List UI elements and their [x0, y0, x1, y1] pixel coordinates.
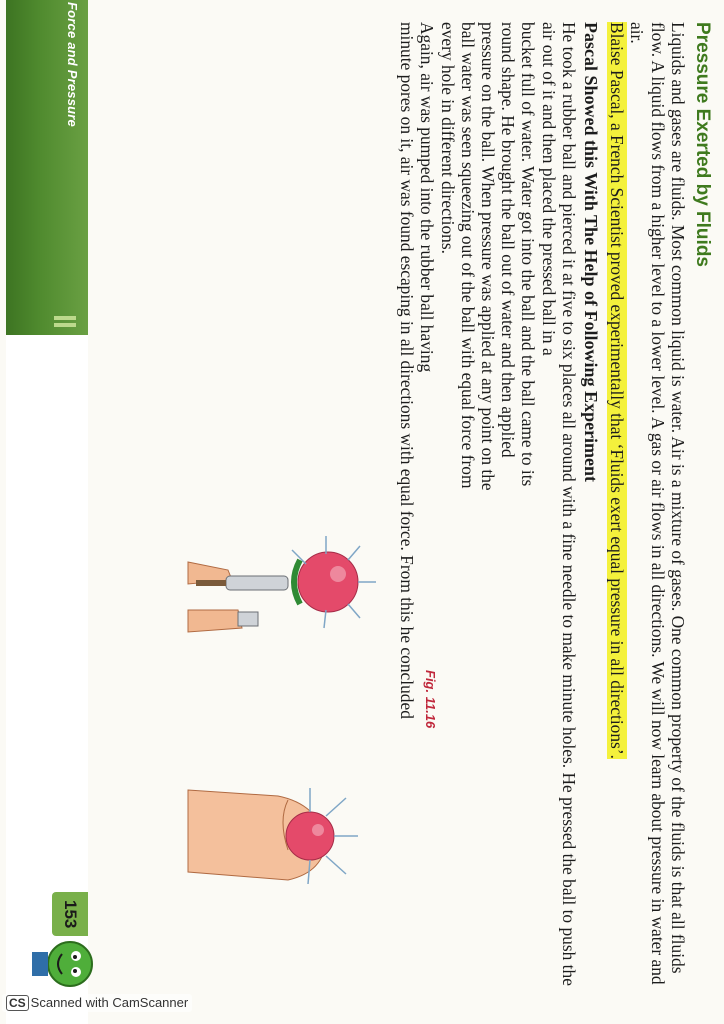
highlighted-text: Blaise Pascal, a French Scientist proved experimentally that ‘Fluids exert equal pressure in all directions’.	[607, 22, 628, 759]
band-decoration	[49, 316, 76, 330]
section-heading: Pressure Exerted by Fluids	[692, 22, 713, 267]
chapter-title: Force and Pressure	[65, 2, 80, 127]
experiment-paragraph-2-start: Again, air was pumped into the rubber ball having	[417, 22, 438, 373]
pascal-ball-illustration	[178, 500, 438, 960]
hand-squeeze-illustration	[188, 788, 358, 884]
mascot-icon	[24, 930, 104, 1000]
camscanner-logo: CS	[6, 995, 29, 1011]
page-number: 153	[61, 900, 80, 929]
watermark-text: Scanned with CamScanner	[30, 995, 189, 1010]
highlighted-paragraph	[607, 22, 627, 997]
figure-caption: Fig. 11.16	[423, 670, 438, 729]
page-content	[397, 22, 718, 997]
experiment-paragraph-1-rest: bucket full of water. Water got into the ball and the ball came to its round shape. He brought the ball out of water and then applied pressure on the ball. When pressure was applied at any point on the ball water was seen squeezing out of the ball with equal force from every hole in different directions.	[437, 22, 539, 491]
intro-paragraph: Liquids and gases are fluids. Most common liquid is water. Air is a mixture of gases. One common property of the fluids is that all fluids flow. A liquid flows from a higher level to a lower level. A gas or air flows in all directions. We will now learn about pressure in water and air.	[627, 22, 688, 985]
experiment-paragraph-2-end: minute pores on it, air was found escaping in all directions with equal force. From this he concluded	[397, 22, 418, 719]
experiment-figure	[178, 500, 438, 960]
experiment-heading: Pascal Showed this With The Help of Following Experiment	[580, 22, 601, 483]
experiment-paragraph-1: He took a rubber ball and pierced it at five to six places all around with a fine needle to make minute holes. He pressed the ball to push the air out of it and then placed the pressed ball in a	[538, 22, 579, 986]
scanner-watermark	[2, 994, 192, 1012]
chapter-footer-band	[6, 0, 88, 1024]
pump-illustration	[188, 536, 376, 632]
